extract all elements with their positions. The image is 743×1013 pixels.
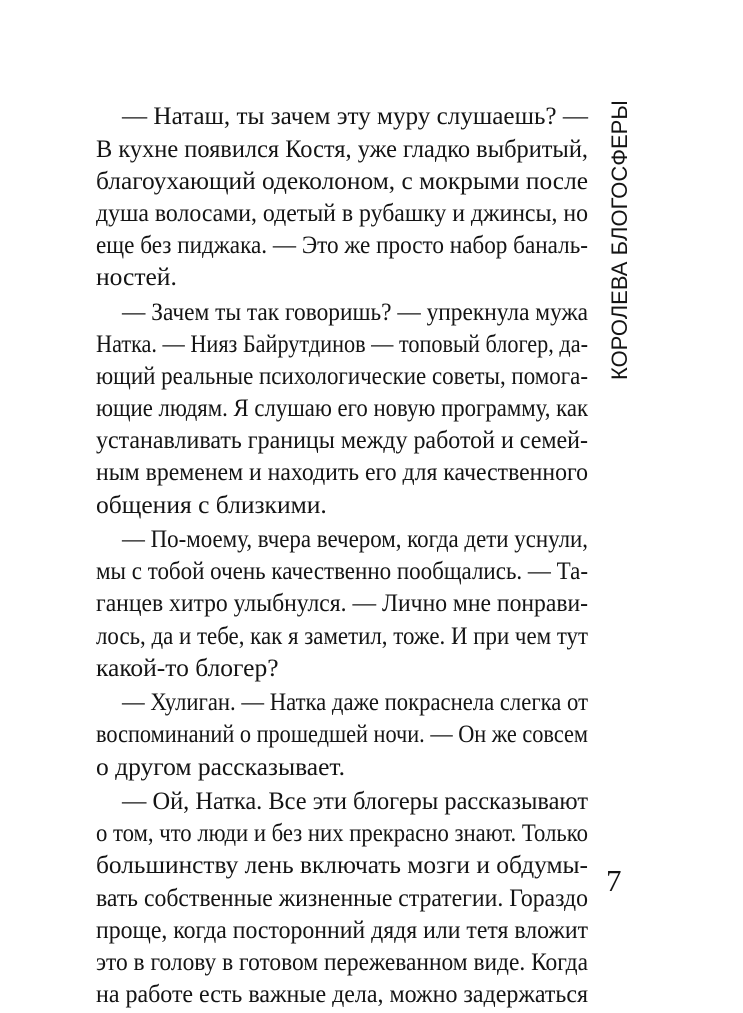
line-text: устанавливать границы между работой и семей- — [96, 425, 588, 454]
line-text: ганцев хитро улыбнулся. — Лично мне понрави- — [96, 588, 588, 617]
line-text: большинству лень включать мозги и обдумы- — [96, 850, 588, 879]
line-text: мы с тобой очень качественно пообщались. — Та- — [96, 556, 588, 585]
text-line — [0, 258, 743, 296]
line-text: какой-то блогер? — [96, 653, 279, 682]
line-text: о другом рассказывает. — [96, 752, 346, 781]
line-text: на работе есть важные дела, можно задержаться — [96, 979, 588, 1008]
text-line — [0, 975, 743, 1013]
line-text: ным временем и находить его для качественного — [96, 457, 588, 486]
line-text: ностей. — [96, 262, 177, 291]
line-text: еще без пиджака. — Это же просто набор баналь- — [96, 230, 588, 259]
line-text: — По-моему, вчера вечером, когда дети уснули, — [122, 524, 588, 553]
line-text: это в голову в готовом пережеванном виде. Когда — [96, 947, 588, 976]
line-text: проще, когда посторонний дядя или тетя вложит — [96, 915, 588, 944]
running-head-text: КОРОЛЕВА БЛОГОСФЕРЫ — [607, 100, 632, 380]
text-line — [0, 748, 743, 786]
line-text: о том, что люди и без них прекрасно знают. Только — [96, 818, 588, 847]
line-text: — Зачем ты так говоришь? — упрекнула мужа — [122, 297, 588, 326]
line-text: ющие людям. Я слушаю его новую программу, как — [96, 393, 588, 422]
line-text: Натка. — Нияз Байрутдинов — топовый блогер, да- — [96, 329, 588, 358]
line-text: — Хулиган. — Натка даже покраснела слегка от — [122, 687, 588, 716]
text-line — [0, 486, 743, 524]
line-text: — Ой, Натка. Все эти блогеры рассказывают — [122, 786, 588, 815]
line-text: — Наташ, ты зачем эту муру слушаешь? — — [122, 101, 588, 130]
line-text: В кухне появился Костя, уже гладко выбритый, — [96, 134, 588, 163]
text-line — [0, 649, 743, 687]
line-text: ющий реальные психологические советы, помога- — [96, 361, 588, 390]
line-text: общения с близкими. — [96, 490, 327, 519]
line-text: благоухающий одеколоном, с мокрыми после — [96, 166, 588, 195]
line-text: воспоминаний о прошедшей ночи. — Он же совсем — [96, 719, 588, 748]
line-text: вать собственные жизненные стратегии. Гораздо — [96, 883, 588, 912]
line-text: лось, да и тебе, как я заметил, тоже. И при чем тут — [96, 621, 588, 650]
line-text: душа волосами, одетый в рубашку и джинсы, но — [96, 198, 588, 227]
page-number: 7 — [606, 863, 622, 898]
